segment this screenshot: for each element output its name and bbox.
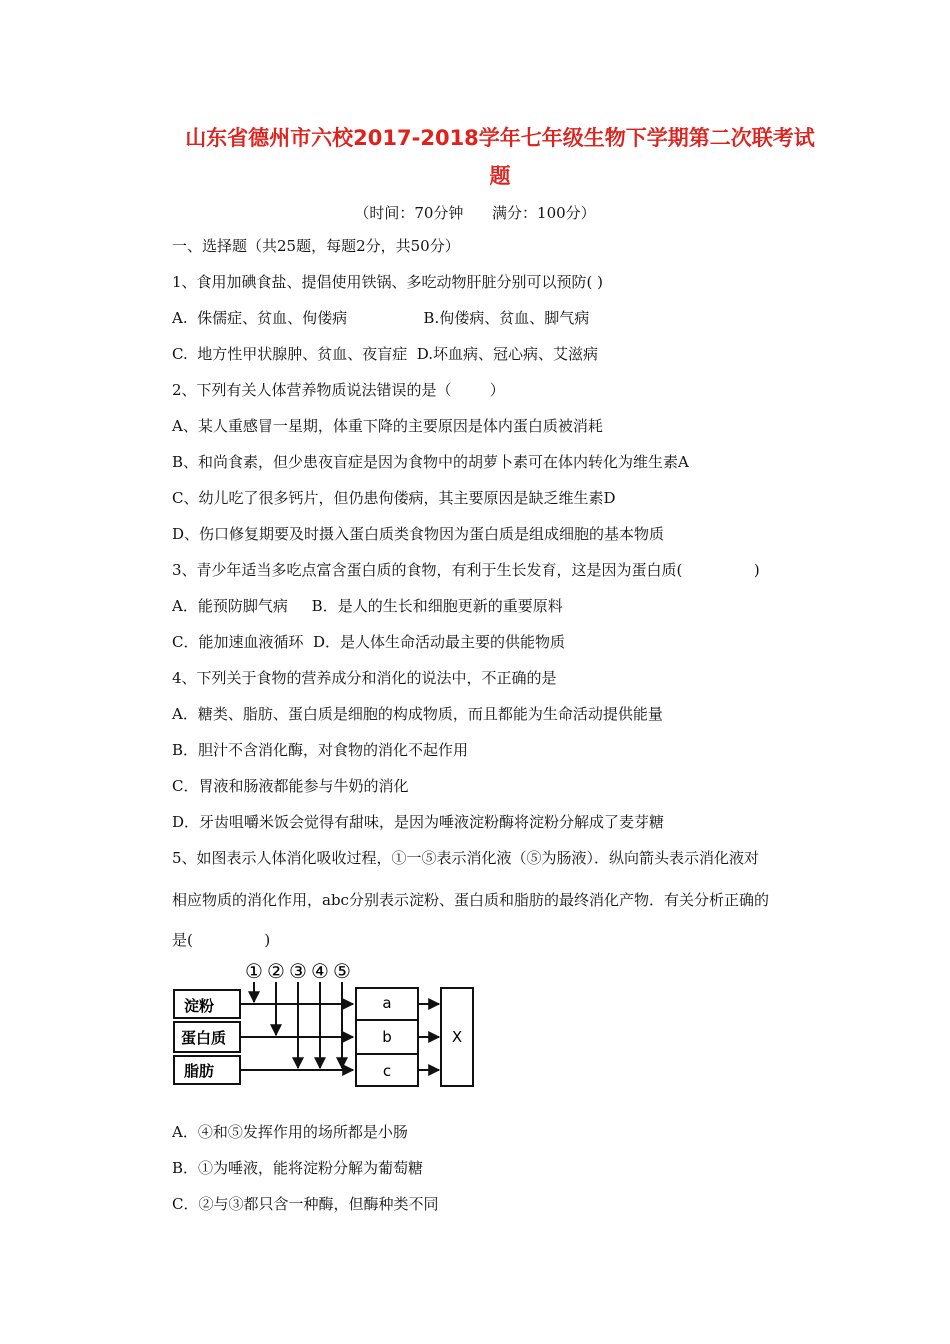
document-title-line-1: 山东省德州市六校2017-2018学年七年级生物下学期第二次联考试: [185, 126, 815, 150]
substance-starch: 淀粉: [184, 997, 215, 1015]
question-1-stem: 1、食用加碘食盐、提倡使用铁锅、多吃动物肝脏分别可以预防( ): [172, 273, 604, 291]
substance-protein: 蛋白质: [181, 1029, 227, 1047]
digestion-diagram: [170, 958, 480, 1090]
fluid-1: ①: [245, 959, 263, 983]
question-4-option-d: D．牙齿咀嚼米饭会觉得有甜味，是因为唾液淀粉酶将淀粉分解成了麦芽糖: [172, 813, 665, 831]
question-3-stem: 3、青少年适当多吃点富含蛋白质的食物，有利于生长发育，这是因为蛋白质( ): [172, 561, 760, 579]
question-4-option-b: B．胆汁不含消化酶，对食物的消化不起作用: [172, 741, 469, 759]
question-5-stem-line-2: 相应物质的消化作用，abc分别表示淀粉、蛋白质和脂肪的最终消化产物．有关分析正确的: [172, 891, 769, 909]
question-4-stem: 4、下列关于食物的营养成分和消化的说法中，不正确的是: [172, 669, 557, 687]
question-3-options-cd: C．能加速血液循环 D．是人体生命活动最主要的供能物质: [172, 633, 566, 651]
question-5-option-b: B．①为唾液，能将淀粉分解为葡萄糖: [172, 1159, 424, 1177]
fluid-5: ⑤: [333, 959, 351, 983]
substance-fat: 脂肪: [184, 1062, 215, 1080]
fluid-3: ③: [289, 959, 307, 983]
question-5-option-a: A．④和⑤发挥作用的场所都是小肠: [172, 1123, 408, 1141]
result-x: X: [451, 1028, 463, 1046]
question-2-option-b: B、和尚食素，但少患夜盲症是因为食物中的胡萝卜素可在体内转化为维生素A: [172, 453, 689, 471]
question-3-options-ab: A．能预防脚气病 B．是人的生长和细胞更新的重要原料: [172, 597, 563, 615]
question-4-option-c: C．胃液和肠液都能参与牛奶的消化: [172, 777, 409, 795]
fluid-labels: [245, 959, 351, 983]
question-2-option-c: C、幼儿吃了很多钙片，但仍患佝偻病，其主要原因是缺乏维生素D: [172, 489, 616, 507]
question-2-option-d: D、伤口修复期要及时摄入蛋白质类食物因为蛋白质是组成细胞的基本物质: [172, 525, 665, 543]
question-5-stem-line-1: 5、如图表示人体消化吸收过程，①一⑤表示消化液（⑤为肠液）．纵向箭头表示消化液对: [172, 849, 760, 867]
question-2-option-a: A、某人重感冒一星期，体重下降的主要原因是体内蛋白质被消耗: [172, 417, 603, 435]
document-title-line-2: 题: [489, 164, 511, 188]
question-1-options-ab: A. 侏儒症、贫血、佝偻病 B.佝偻病、贫血、脚气病: [172, 309, 590, 327]
product-a: a: [382, 994, 392, 1012]
product-c: c: [382, 1062, 392, 1080]
question-4-option-a: A．糖类、脂肪、蛋白质是细胞的构成物质，而且都能为生命活动提供能量: [172, 705, 663, 723]
question-1-options-cd: C. 地方性甲状腺肿、贫血、夜盲症 D.坏血病、冠心病、艾滋病: [172, 345, 599, 363]
question-5-option-c: C．②与③都只含一种酶，但酶种类不同: [172, 1195, 439, 1213]
fluid-2: ②: [267, 959, 285, 983]
fluid-4: ④: [311, 959, 329, 983]
question-5-stem-line-3: 是( ): [172, 931, 271, 949]
question-2-stem: 2、下列有关人体营养物质说法错误的是（ ）: [172, 381, 505, 399]
exam-time-score: （时间：70分钟 满分：100分）: [354, 204, 596, 222]
product-b: b: [382, 1028, 392, 1046]
section-heading: 一、选择题（共25题，每题2分，共50分）: [172, 237, 460, 255]
